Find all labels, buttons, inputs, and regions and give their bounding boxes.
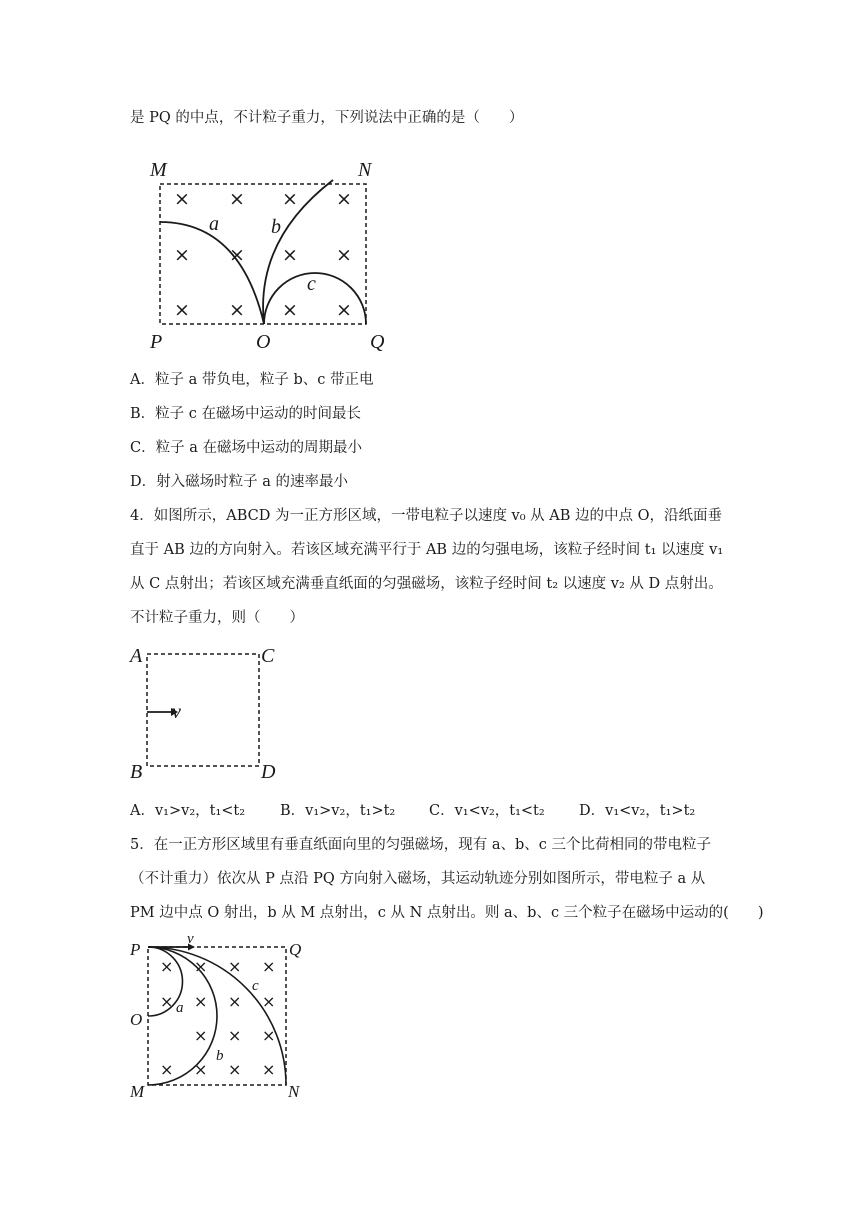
q5-cross: × bbox=[228, 1060, 242, 1079]
q4-label-v: v bbox=[172, 701, 181, 723]
q3-option-d: D．射入磁场时粒子 a 的速率最小 bbox=[130, 474, 348, 490]
q5-label-b: b bbox=[216, 1048, 224, 1064]
q5-cross: × bbox=[262, 957, 276, 976]
q4-option-c: C．v₁<v₂，t₁<t₂ bbox=[429, 803, 545, 819]
q3-label-N: N bbox=[358, 159, 372, 181]
q3-figure bbox=[140, 150, 400, 360]
q3-label-c: c bbox=[307, 273, 316, 295]
q5-label-P: P bbox=[130, 940, 141, 959]
q5-cross: × bbox=[228, 1026, 242, 1045]
q5-cross: × bbox=[194, 992, 208, 1011]
q3-cross: × bbox=[282, 188, 298, 210]
q5-cross: × bbox=[194, 1060, 208, 1079]
q3-label-P: P bbox=[150, 331, 163, 353]
q5-label-O: O bbox=[130, 1010, 143, 1029]
q3-cross: × bbox=[336, 299, 352, 321]
q5-cross: × bbox=[262, 992, 276, 1011]
q5-cross: × bbox=[160, 957, 174, 976]
q4-stem-line: 直于 AB 边的方向射入。若该区域充满平行于 AB 边的匀强电场，该粒子经时间 t₁ 以速度 v₁ bbox=[130, 542, 724, 558]
q3-cross: × bbox=[174, 188, 190, 210]
q5-cross: × bbox=[262, 1026, 276, 1045]
q3-label-Q: Q bbox=[370, 331, 385, 353]
q4-stem-line: 不计粒子重力，则（ ） bbox=[130, 610, 304, 626]
q5-cross: × bbox=[194, 1026, 208, 1045]
q4-label-A: A bbox=[130, 645, 143, 667]
q5-stem-line: （不计重力）依次从 P 点沿 PQ 方向射入磁场，其运动轨迹分别如图所示，带电粒子 a 从 bbox=[130, 871, 706, 887]
q3-label-b: b bbox=[271, 216, 281, 238]
q4-label-B: B bbox=[130, 761, 143, 783]
q5-cross: × bbox=[228, 957, 242, 976]
q5-label-a: a bbox=[176, 1000, 184, 1016]
q5-cross: × bbox=[160, 992, 174, 1011]
q3-cross: × bbox=[336, 188, 352, 210]
q3-option-c: C．粒子 a 在磁场中运动的周期最小 bbox=[130, 440, 362, 456]
q4-option-d: D．v₁<v₂，t₁>t₂ bbox=[579, 803, 696, 819]
q5-cross: × bbox=[194, 957, 208, 976]
q4-option-a: A．v₁>v₂，t₁<t₂ bbox=[130, 803, 246, 819]
q3-stem-tail: 是 PQ 的中点，不计粒子重力，下列说法中正确的是（ ） bbox=[130, 110, 524, 126]
q5-figure bbox=[128, 931, 308, 1105]
q3-cross: × bbox=[336, 244, 352, 266]
q4-figure bbox=[128, 640, 288, 790]
q5-label-v: v bbox=[187, 931, 194, 947]
q5-label-Q: Q bbox=[289, 940, 302, 959]
q3-cross: × bbox=[174, 299, 190, 321]
q3-label-O: O bbox=[256, 331, 271, 353]
q3-option-b: B．粒子 c 在磁场中运动的时间最长 bbox=[130, 406, 361, 422]
q3-label-a: a bbox=[209, 213, 219, 235]
q3-cross: × bbox=[282, 244, 298, 266]
q3-label-M: M bbox=[150, 159, 167, 181]
q5-label-c: c bbox=[252, 978, 259, 994]
q3-cross: × bbox=[229, 188, 245, 210]
q3-cross: × bbox=[229, 299, 245, 321]
q5-label-M: M bbox=[130, 1082, 145, 1101]
q3-option-a: A．粒子 a 带负电，粒子 b、c 带正电 bbox=[130, 372, 374, 388]
q5-cross: × bbox=[262, 1060, 276, 1079]
q4-stem-line: 4．如图所示，ABCD 为一正方形区域，一带电粒子以速度 v₀ 从 AB 边的中点 O，沿纸面垂 bbox=[130, 508, 723, 524]
q3-cross: × bbox=[282, 299, 298, 321]
q4-label-D: D bbox=[261, 761, 276, 783]
q5-cross: × bbox=[160, 1060, 174, 1079]
q3-cross: × bbox=[229, 244, 245, 266]
q5-label-N: N bbox=[288, 1082, 300, 1101]
q3-cross: × bbox=[174, 244, 190, 266]
q4-label-C: C bbox=[261, 645, 275, 667]
q5-stem-line: 5．在一正方形区域里有垂直纸面向里的匀强磁场，现有 a、b、c 三个比荷相同的带电粒子 bbox=[130, 837, 711, 853]
q4-option-b: B．v₁>v₂，t₁>t₂ bbox=[280, 803, 396, 819]
q3-trajectory-b bbox=[263, 180, 333, 324]
q5-stem-line: PM 边中点 O 射出，b 从 M 点射出，c 从 N 点射出。则 a、b、c 三个粒子在磁场中运动的( ) bbox=[130, 905, 764, 921]
q5-cross: × bbox=[228, 992, 242, 1011]
q4-stem-line: 从 C 点射出；若该区域充满垂直纸面的匀强磁场，该粒子经时间 t₂ 以速度 v₂ 从 D 点射出。 bbox=[130, 576, 723, 592]
